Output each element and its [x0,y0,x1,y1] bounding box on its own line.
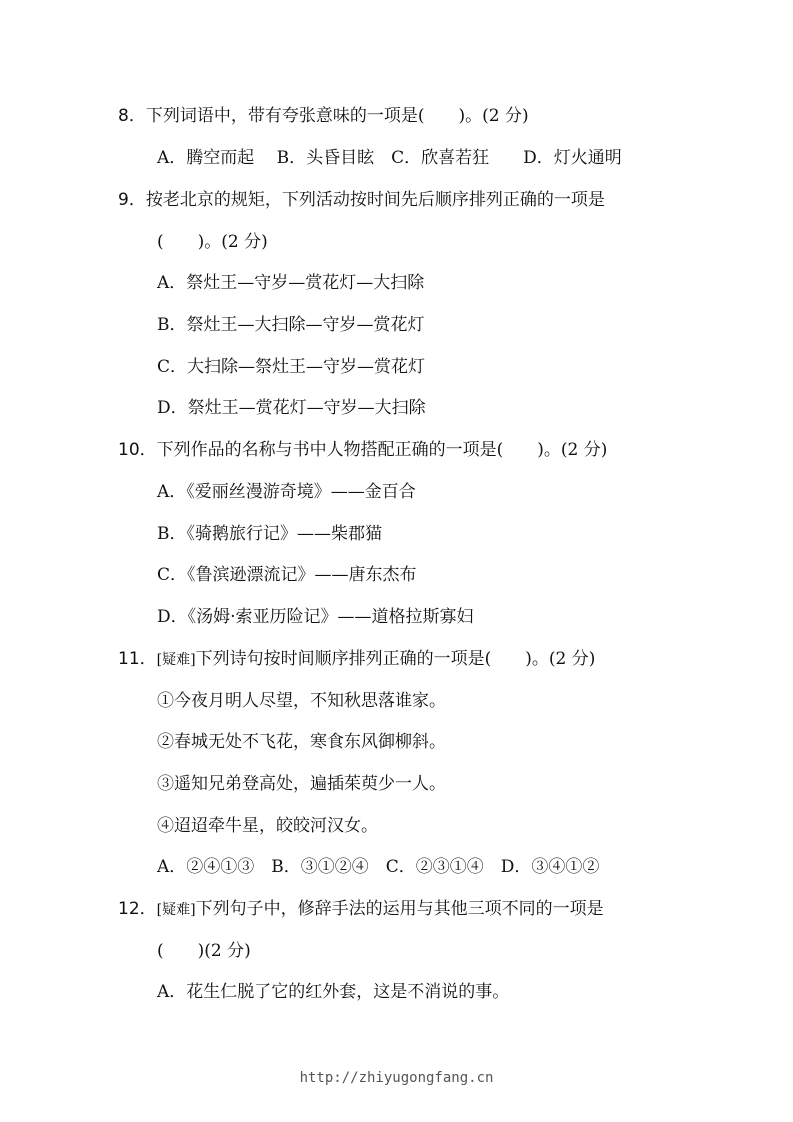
question-9-stem [118,188,605,212]
question-text: 下列句子中，修辞手法的运用与其他三项不同的一项是 [195,899,604,919]
option-b: B．祭灶王—大扫除—守岁—赏花灯 [157,315,425,335]
question-text-cont: ( )(2 分) [157,941,251,961]
question-text-cont: ( )。(2 分) [157,232,268,252]
question-9-option-b [157,313,425,337]
poem-text: ②春城无处不飞花，寒食东风御柳斜。 [157,732,446,752]
question-9-option-a [157,271,424,295]
option-a: A．《爱丽丝漫游奇境》——金百合 [157,482,416,502]
option-row: A．腾空而起 B．头昏目眩 C．欣喜若狂 D．灯火通明 [157,148,622,168]
question-text: 下列诗句按时间顺序排列正确的一项是( )。(2 分) [195,649,596,669]
option-a: A．祭灶王—守岁—赏花灯—大扫除 [157,273,425,293]
difficulty-tag: [疑难] [156,652,196,668]
option-c: C．大扫除—祭灶王—守岁—赏花灯 [157,357,426,377]
option-d: D．《汤姆·索亚历险记》——道格拉斯寡妇 [157,607,474,627]
poem-text: ①今夜月明人尽望，不知秋思落谁家。 [157,691,446,711]
question-11-options [157,855,599,879]
question-8-stem [118,104,529,128]
question-text: 下列词语中，带有夸张意味的一项是( )。(2 分) [145,106,529,126]
question-10-option-c [157,563,417,587]
option-d: D．祭灶王—赏花灯—守岁—大扫除 [157,398,426,418]
poem-line-3 [157,772,446,796]
question-10-option-d [157,605,474,629]
poem-line-2 [157,730,446,754]
poem-text: ④迢迢牵牛星，皎皎河汉女。 [157,816,378,836]
question-12-stem [118,897,604,922]
footer-url: http://zhiyugongfang.cn [299,1070,494,1086]
question-number: 9． [118,190,146,210]
question-number: 12． [118,899,157,919]
question-text: 按老北京的规矩，下列活动按时间先后顺序排列正确的一项是 [145,190,605,210]
option-a: A．花生仁脱了它的红外套，这是不消说的事。 [157,982,510,1002]
question-number: 11． [118,649,157,669]
option-b: B．《骑鹅旅行记》——柴郡猫 [157,524,382,544]
option-c: C．《鲁滨逊漂流记》——唐东杰布 [157,565,417,585]
question-9-option-c [157,355,425,379]
option-row: A．②④①③ B．③①②④ C．②③①④ D．③④①② [157,857,600,877]
question-number: 8． [118,106,146,126]
question-8-options [157,146,622,170]
question-10-option-b [157,522,382,546]
question-number: 10． [118,440,157,460]
question-12-stem-cont [157,939,251,963]
question-text: 下列作品的名称与书中人物搭配正确的一项是( )。(2 分) [156,440,608,460]
question-10-stem [118,438,607,462]
question-11-stem [118,647,595,672]
poem-line-1 [157,689,446,713]
question-12-option-a [157,980,509,1004]
question-9-stem-cont [157,230,268,254]
question-9-option-d [157,396,426,420]
poem-line-4 [157,814,378,838]
question-10-option-a [157,480,416,504]
difficulty-tag: [疑难] [156,902,196,918]
poem-text: ③遥知兄弟登高处，遍插茱萸少一人。 [157,774,446,794]
